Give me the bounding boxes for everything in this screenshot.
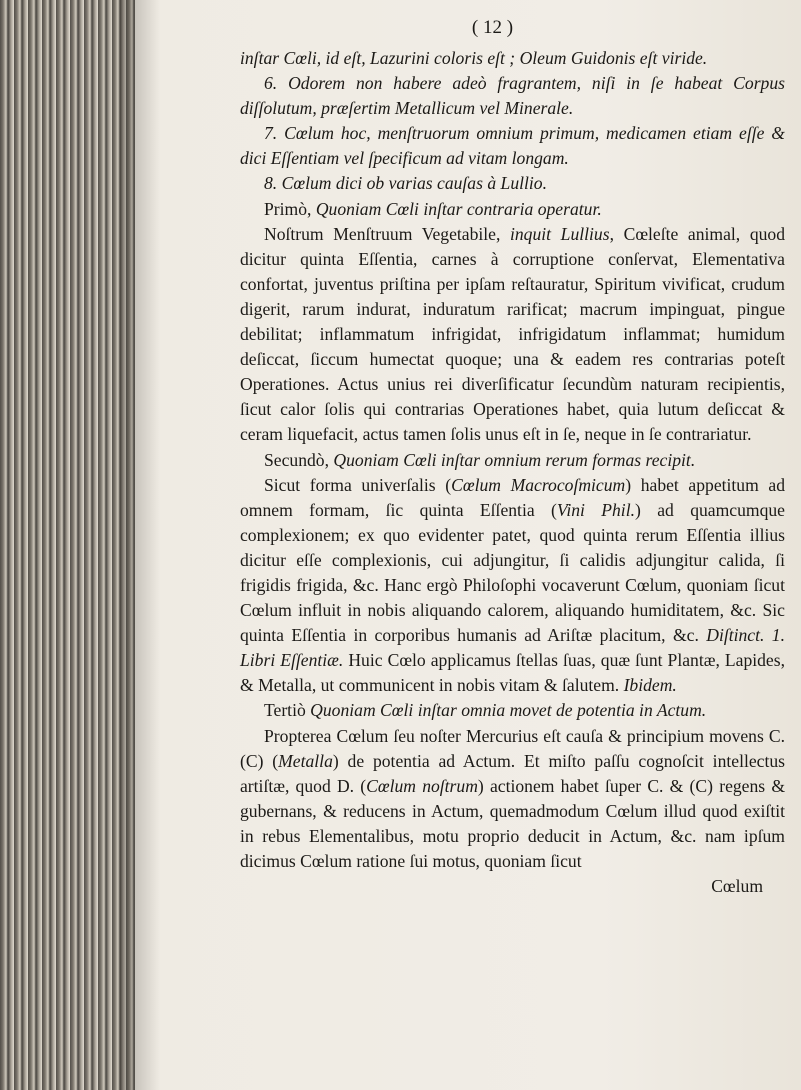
paragraph [240, 222, 785, 448]
paragraphs [240, 46, 785, 874]
italic-text: Diſtinct. 1. Libri Eſſentiæ. [240, 625, 785, 671]
italic-text: inſtar Cœli, id eſt, Lazurini coloris eſt ; Oleum Guidonis eſt viride. [240, 48, 708, 68]
paragraph [240, 71, 785, 121]
roman-text: Noſtrum Menſtruum Vegetabile, [264, 223, 510, 244]
roman-text: Propterea Cœlum ſeu noſter Mercurius eſt cauſa & principium movens C. (C) ( [240, 725, 785, 771]
italic-text: Cœlum noſtrum [366, 775, 478, 796]
italic-text: Quoniam Cœli inſtar omnia movet de potentia in Actum. [310, 700, 707, 721]
italic-text: Ibidem. [623, 675, 677, 696]
roman-text: Tertiò [264, 700, 311, 721]
italic-text: 8. Cœlum dici ob varias cauſas à Lullio. [264, 173, 547, 194]
paragraph [240, 46, 785, 71]
italic-text: Vini Phil. [556, 499, 635, 520]
roman-text: Sicut forma univerſalis ( [264, 474, 452, 495]
text-block [240, 14, 785, 899]
roman-text: Huic Cœlo applicamus ſtellas ſuas, quæ ſunt Plantæ, Lapides, & Metalla, ut communicent in nobis vitam & ſalutem. [240, 650, 785, 696]
paragraph [240, 448, 785, 473]
book-binding-edge [0, 0, 135, 1090]
italic-text: inquit Lullius [509, 223, 610, 244]
italic-text: 7. Cœlum hoc, menſtruorum omnium primum, medicamen etiam eſſe & dici Eſſentiam vel ſpecificum ad vitam longam. [240, 123, 785, 169]
paragraph [240, 197, 785, 222]
paragraph [240, 724, 785, 875]
roman-text: Secundò, [264, 449, 334, 470]
paragraph [240, 171, 785, 196]
paragraph [240, 473, 785, 699]
roman-text: ) de potentia ad Actum. Et miſto paſſu cognoſcit intellectus artiſtæ, quod D. ( [240, 750, 785, 796]
roman-text: ) ad quamcumque complexionem; ex quo evidenter patet, quod quinta rerum Eſſentia illius dicitur eſſe complexionis, cui adjungitur, ſi calidis adjungitur calida, ſi frigidis frigida, &c. Hanc ergò Philoſophi vocaverunt Cœlum, quoniam ſicut Cœlum influit in nobis aliquando calorem, aliquando humiditatem, &c. Sic quinta Eſſentia in corporibus humanis ad Ariſtæ placitum, &c. [240, 499, 785, 646]
roman-text: , Cœleſte animal, quod dicitur quinta Eſſentia, carnes à corruptione conſervat, Elementativa confortat, juventus priſtina per ipſam reſtauratur, Spiritum vivificat, crudum digerit, rarum indurat, induratum rarificat; macrum impinguat, pingue debilitat; inflammatum infrigidat, infrigidatum inflammat; humidum deſiccat, ſiccum humectat quoque; una & eadem res contrarias poteſt Operationes. Actus unius rei diverſificatur ſecundùm naturam recipientis, ſicut calor ſolis qui contrarias Operationes habet, quia lutum deſiccat & ceram liquefacit, actus tamen ſolis unus eſt in ſe, neque in ſe contrariatur. [240, 223, 786, 445]
italic-text: Metalla [278, 750, 333, 771]
paragraph [240, 698, 785, 723]
roman-text: Primò, [264, 198, 316, 219]
roman-text: ) habet appetitum ad omnem formam, ſic quinta Eſſentia ( [240, 474, 785, 520]
paragraph [240, 121, 785, 171]
page-number: ( 12 ) [471, 17, 514, 38]
italic-text: 6. Odorem non habere adeò fragrantem, niſi in ſe habeat Corpus diſſolutum, præſertim Metallicum vel Minerale. [240, 73, 785, 119]
italic-text: Quoniam Cœli inſtar omnium rerum formas recipit. [333, 449, 696, 470]
italic-text: Cœlum Macrocoſmicum [451, 474, 626, 495]
gutter-shadow [120, 0, 160, 1090]
roman-text: ) actionem habet ſuper C. & (C) regens & gubernans, & reducens in Actum, quemadmodum Cœlum illud quod exiſtit in rebus Elementalibus, motu proprio deducit in Actum, &c. nam ipſum dicimus Cœlum ratione ſui motus, quoniam ſicut [240, 775, 786, 871]
italic-text: Quoniam Cœli inſtar contraria operatur. [315, 198, 602, 219]
catchword: Cœlum [711, 876, 763, 897]
